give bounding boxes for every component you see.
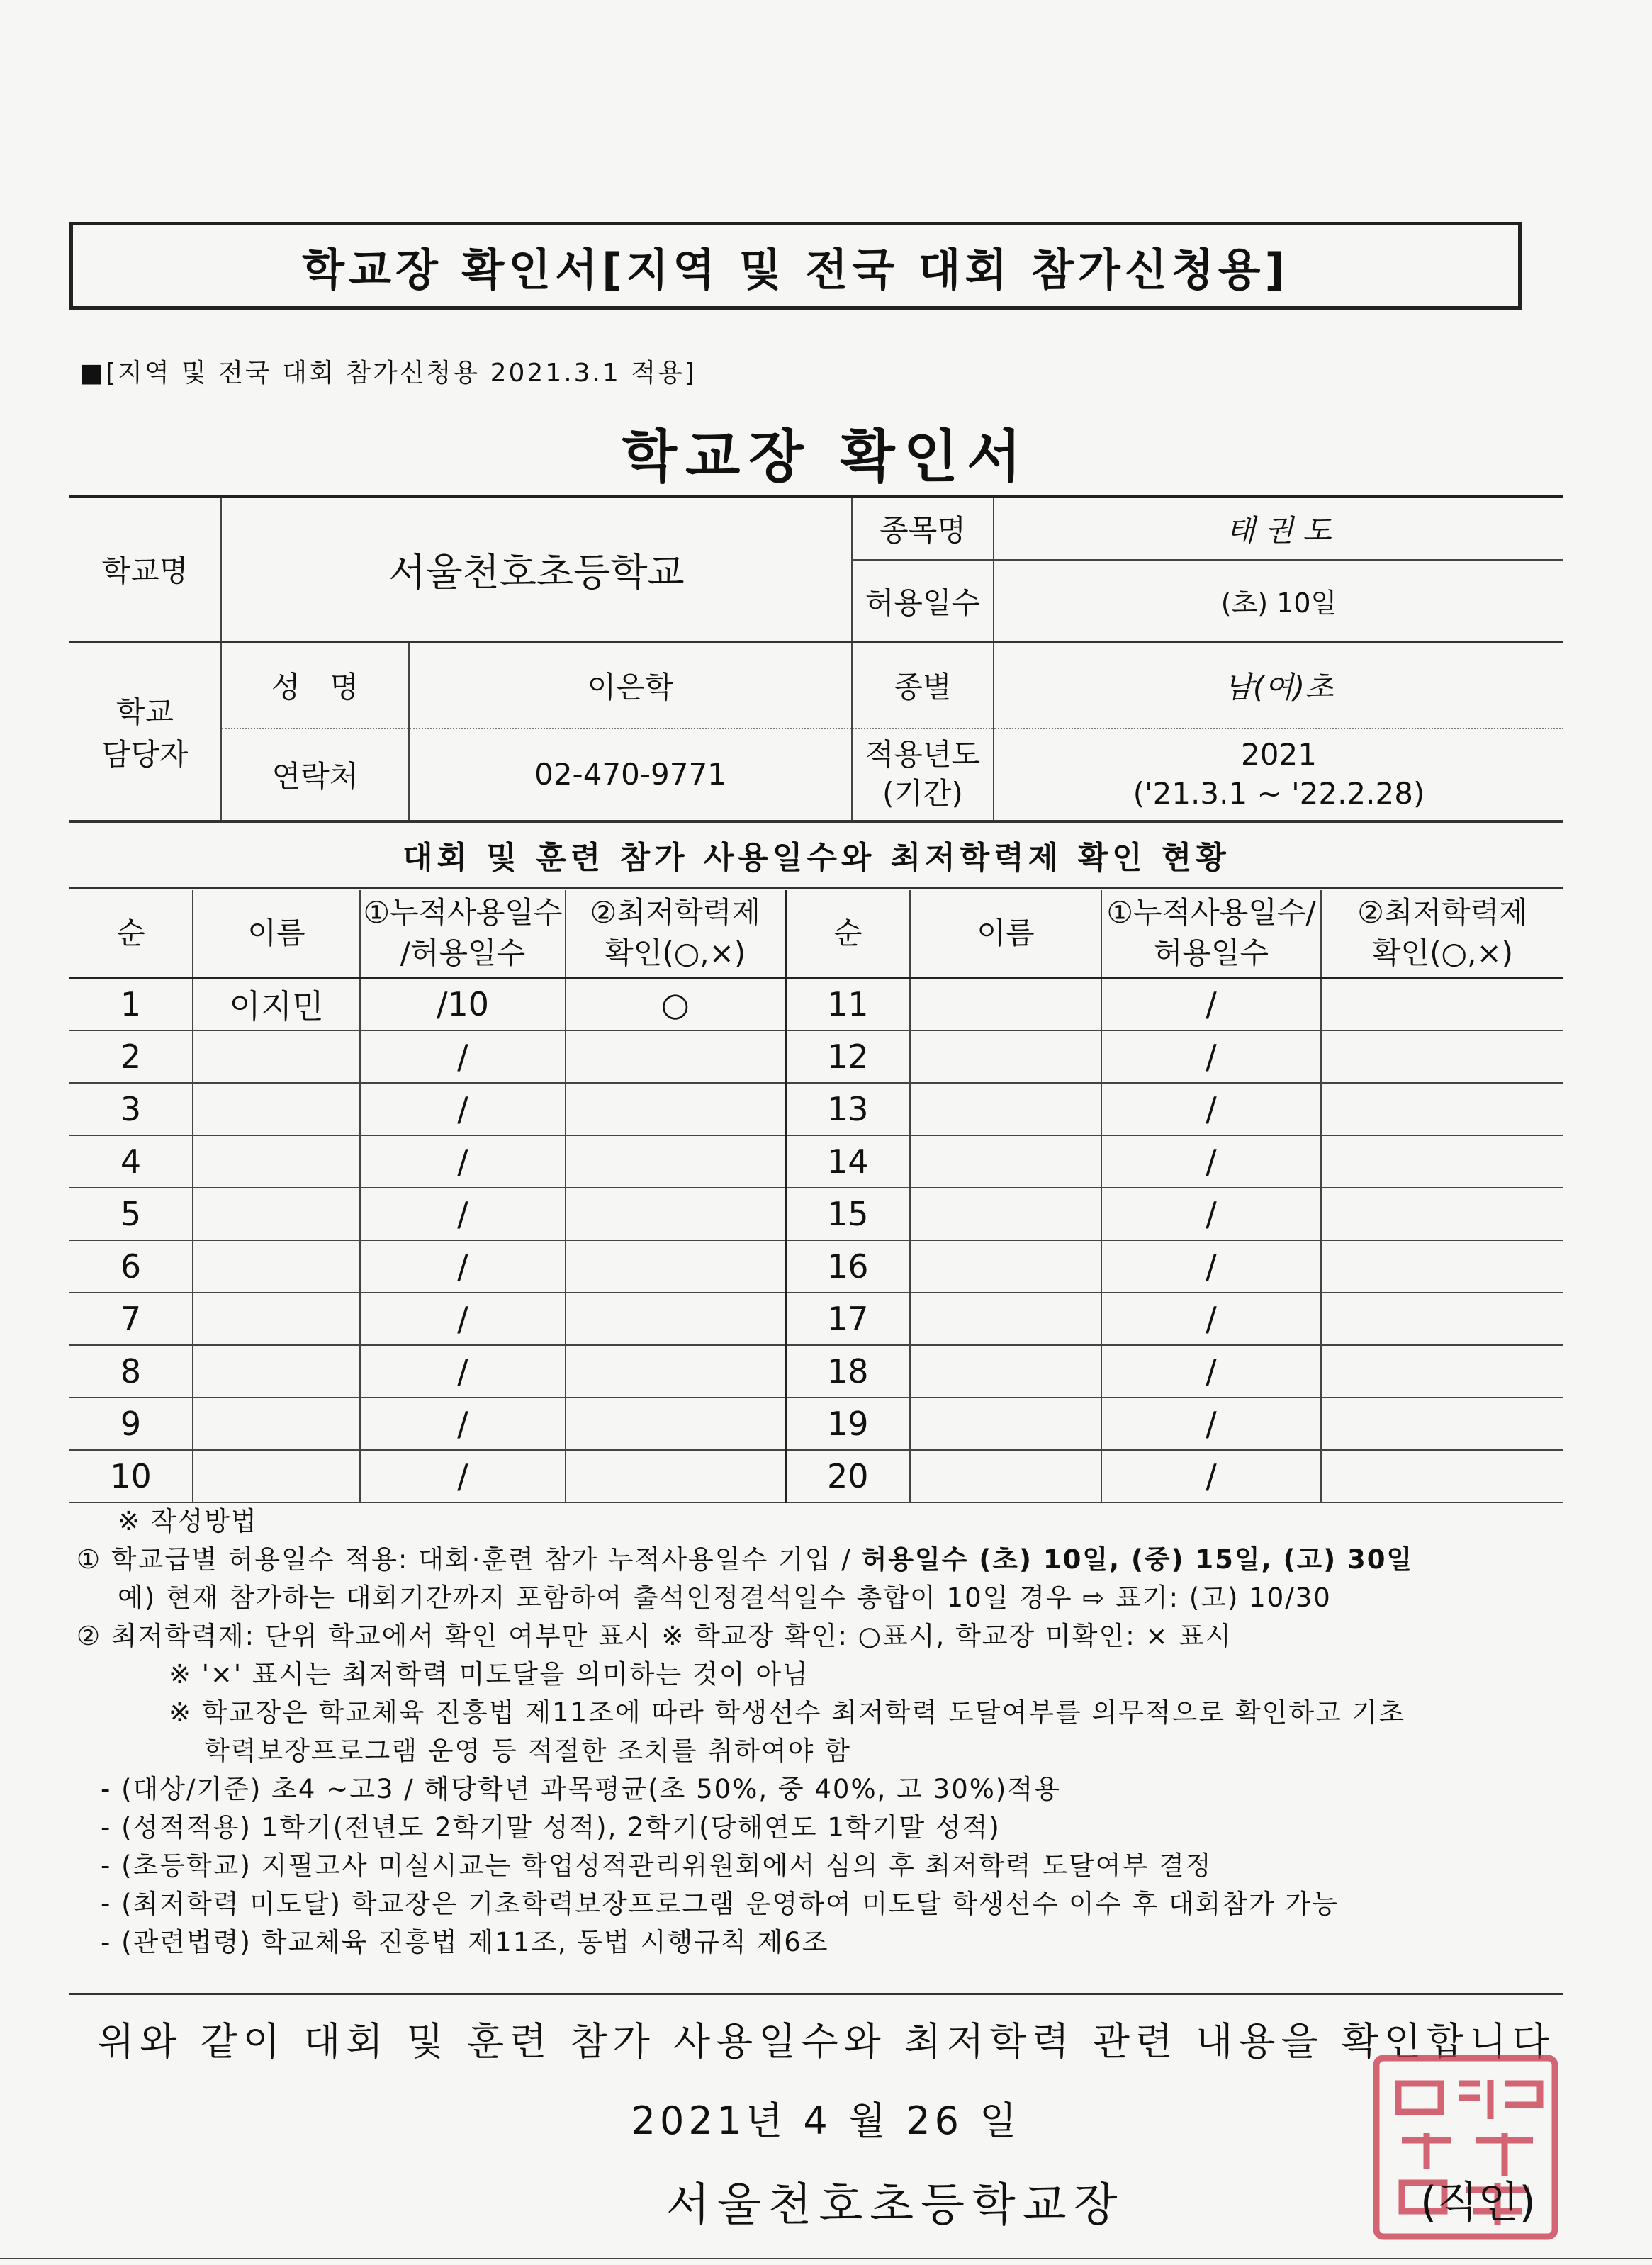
col-check [566, 890, 785, 978]
cell-no: 2 [69, 1030, 193, 1083]
document-header-box [69, 222, 1522, 310]
name-value: 이은학 [409, 642, 852, 729]
seal-label: (직인) [1420, 2178, 1536, 2227]
year-value-line1: 2021 [1241, 737, 1317, 772]
cell-no: 3 [69, 1083, 193, 1135]
cell-name-r [910, 1030, 1101, 1083]
gender-value: 남(여)초 [994, 642, 1563, 729]
cell-days-r: / [1101, 1293, 1321, 1345]
participation-table [69, 890, 1563, 1503]
cell-name-r [910, 1188, 1101, 1240]
cell-days: / [360, 1345, 566, 1398]
cell-name [193, 1240, 360, 1293]
contact-value: 02-470-9771 [409, 729, 852, 821]
cell-check [566, 1293, 785, 1345]
cell-no-r: 13 [785, 1083, 910, 1135]
detail-1: - (대상/기준) 초4 ~고3 / 해당학년 과목평균(초 50%, 중 40%, 고 30%)적용 [101, 1774, 1061, 1804]
cell-no: 10 [69, 1450, 193, 1502]
col-days-line2: /허용일수 [400, 935, 526, 970]
col-check-right-line1: ②최저학력제 [1357, 895, 1528, 931]
cell-name [193, 1188, 360, 1240]
cell-name-r [910, 1345, 1101, 1398]
cell-days: / [360, 1135, 566, 1188]
cell-check-r [1321, 1030, 1563, 1083]
school-principal-signature: 서울천호초등학교장 [666, 2179, 1125, 2232]
col-check-right [1321, 890, 1563, 978]
cell-check [566, 1083, 785, 1135]
bottom-rule [0, 2258, 1652, 2259]
cell-name-r [910, 978, 1101, 1031]
school-name: 서울천호초등학교 [221, 496, 852, 642]
cell-check [566, 1030, 785, 1083]
table-row [69, 1188, 1563, 1240]
cell-check: ○ [566, 978, 785, 1031]
cell-name: 이지민 [193, 978, 360, 1031]
cell-name-r [910, 1135, 1101, 1188]
table-row [69, 1240, 1563, 1293]
cell-no-r: 18 [785, 1345, 910, 1398]
cell-name [193, 1450, 360, 1502]
gender-label: 종별 [852, 642, 994, 729]
year-value [994, 729, 1563, 821]
divider [69, 1993, 1563, 1995]
staff-label [69, 642, 221, 821]
year-label [852, 729, 994, 821]
note-1-example: 예) 현재 참가하는 대회기간까지 포함하여 출석인정결석일수 총합이 10일 경우 ⇨ 표기: (고) 10/30 [118, 1583, 1332, 1613]
event-label: 종목명 [852, 496, 994, 560]
detail-2: - (성적적용) 1학기(전년도 2학기말 성적), 2학기(당해연도 1학기말 성적) [101, 1812, 1001, 1843]
col-days-right-line1: ①누적사용일수/ [1106, 895, 1316, 931]
cell-days-r: / [1101, 1135, 1321, 1188]
cell-no: 7 [69, 1293, 193, 1345]
cell-no: 5 [69, 1188, 193, 1240]
cell-no-r: 20 [785, 1450, 910, 1502]
cell-days: / [360, 1030, 566, 1083]
col-check-right-line2: 확인(○,×) [1371, 935, 1514, 970]
col-days-line1: ①누적사용일수 [363, 895, 563, 931]
cell-check [566, 1188, 785, 1240]
cell-no: 1 [69, 978, 193, 1031]
table-header-row [69, 890, 1563, 978]
cell-no: 4 [69, 1135, 193, 1188]
cell-check [566, 1240, 785, 1293]
cell-days: / [360, 1450, 566, 1502]
cell-days-r: / [1101, 1398, 1321, 1450]
issue-date: 2021년 4 월 26 일 [631, 2098, 1021, 2143]
cell-name [193, 1083, 360, 1135]
cell-name [193, 1293, 360, 1345]
col-check-line2: 확인(○,×) [605, 935, 746, 970]
section-title: 대회 및 훈련 참가 사용일수와 최저학력제 확인 현황 [69, 821, 1563, 889]
cell-name [193, 1030, 360, 1083]
cell-name-r [910, 1240, 1101, 1293]
table-row [69, 1398, 1563, 1450]
cell-days: /10 [360, 978, 566, 1031]
col-name: 이름 [193, 890, 360, 978]
col-no: 순 [69, 890, 193, 978]
note-2-sub2b: 학력보장프로그램 운영 등 적절한 조치를 취하여야 함 [204, 1736, 851, 1766]
cell-no-r: 12 [785, 1030, 910, 1083]
cell-name [193, 1398, 360, 1450]
cell-no: 8 [69, 1345, 193, 1398]
year-value-line2: ('21.3.1 ~ '22.2.28) [1133, 775, 1425, 811]
form-subtitle: ■[지역 및 전국 대회 참가신청용 2021.3.1 적용] [79, 359, 697, 388]
table-row [69, 1450, 1563, 1502]
col-days-right-line2: 허용일수 [1153, 935, 1269, 970]
days-label: 허용일수 [852, 560, 994, 642]
cell-check-r [1321, 1083, 1563, 1135]
cell-days: / [360, 1293, 566, 1345]
cell-days-r: / [1101, 1240, 1321, 1293]
note-2: ② 최저학력제: 단위 학교에서 확인 여부만 표시 ※ 학교장 확인: ○표시, 학교장 미확인: × 표시 [77, 1621, 1232, 1651]
table-row [69, 1345, 1563, 1398]
col-days-right [1101, 890, 1321, 978]
confirmation-statement: 위와 같이 대회 및 훈련 참가 사용일수와 최저학력 관련 내용을 확인합니다 [97, 2019, 1555, 2064]
cell-days: / [360, 1188, 566, 1240]
main-title: 학교장 확인서 [622, 424, 1030, 490]
cell-days-r: / [1101, 978, 1321, 1031]
table-row [69, 1030, 1563, 1083]
cell-days: / [360, 1083, 566, 1135]
detail-4: - (최저학력 미도달) 학교장은 기초학력보장프로그램 운영하여 미도달 학생선수 이수 후 대회참가 가능 [101, 1889, 1339, 1919]
cell-check [566, 1450, 785, 1502]
cell-no: 9 [69, 1398, 193, 1450]
contact-label: 연락처 [221, 729, 409, 821]
cell-check-r [1321, 1345, 1563, 1398]
table-row [69, 1293, 1563, 1345]
cell-name [193, 1135, 360, 1188]
cell-check-r [1321, 1398, 1563, 1450]
cell-no-r: 17 [785, 1293, 910, 1345]
cell-no-r: 15 [785, 1188, 910, 1240]
cell-days: / [360, 1240, 566, 1293]
cell-days-r: / [1101, 1450, 1321, 1502]
cell-no-r: 16 [785, 1240, 910, 1293]
cell-name-r [910, 1450, 1101, 1502]
cell-check-r [1321, 978, 1563, 1031]
notes-heading: ※ 작성방법 [118, 1506, 258, 1536]
cell-check [566, 1345, 785, 1398]
cell-days-r: / [1101, 1345, 1321, 1398]
note-2-sub2: ※ 학교장은 학교체육 진흥법 제11조에 따라 학생선수 최저학력 도달여부를 의무적으로 확인하고 기초 [169, 1697, 1406, 1728]
cell-days: / [360, 1398, 566, 1450]
school-label: 학교명 [69, 496, 221, 642]
note-2-sub1: ※ '×' 표시는 최저학력 미도달을 의미하는 것이 아님 [169, 1659, 809, 1690]
cell-check-r [1321, 1450, 1563, 1502]
cell-no-r: 14 [785, 1135, 910, 1188]
event-value: 태 권 도 [994, 496, 1563, 560]
cell-check-r [1321, 1188, 1563, 1240]
note-1 [69, 1541, 1586, 1579]
note-1-bold: 허용일수 (초) 10일, (중) 15일, (고) 30일 [861, 1544, 1414, 1575]
staff-label-line1: 학교 [116, 695, 174, 729]
cell-no: 6 [69, 1240, 193, 1293]
document-header-title: 학교장 확인서[지역 및 전국 대회 참가신청용] [302, 243, 1289, 296]
cell-check [566, 1135, 785, 1188]
table-row [69, 1083, 1563, 1135]
cell-check-r [1321, 1240, 1563, 1293]
cell-name-r [910, 1083, 1101, 1135]
col-no-right: 순 [785, 890, 910, 978]
col-name-right: 이름 [910, 890, 1101, 978]
year-label-line2: (기간) [882, 775, 963, 811]
staff-label-line2: 담당자 [101, 737, 189, 772]
name-label: 성 명 [221, 642, 409, 729]
cell-days-r: / [1101, 1188, 1321, 1240]
info-table [69, 495, 1563, 822]
cell-days-r: / [1101, 1083, 1321, 1135]
notes-section [69, 1502, 1586, 1962]
year-label-line1: 적용년도 [865, 737, 981, 772]
col-check-line1: ②최저학력제 [590, 895, 760, 931]
days-value: (초) 10일 [994, 560, 1563, 642]
cell-days-r: / [1101, 1030, 1321, 1083]
cell-no-r: 11 [785, 978, 910, 1031]
cell-check-r [1321, 1293, 1563, 1345]
cell-no-r: 19 [785, 1398, 910, 1450]
cell-name-r [910, 1293, 1101, 1345]
cell-check-r [1321, 1135, 1563, 1188]
col-days [360, 890, 566, 978]
detail-5: - (관련법령) 학교체육 진흥법 제11조, 동법 시행규칙 제6조 [101, 1927, 829, 1957]
detail-3: - (초등학교) 지필고사 미실시교는 학업성적관리위원회에서 심의 후 최저학력 도달여부 결정 [101, 1850, 1213, 1881]
table-row [69, 978, 1563, 1031]
cell-name-r [910, 1398, 1101, 1450]
table-row [69, 1135, 1563, 1188]
cell-check [566, 1398, 785, 1450]
note-1-text: ① 학교급별 허용일수 적용: 대회·훈련 참가 누적사용일수 기입 / [77, 1544, 862, 1575]
cell-name [193, 1345, 360, 1398]
